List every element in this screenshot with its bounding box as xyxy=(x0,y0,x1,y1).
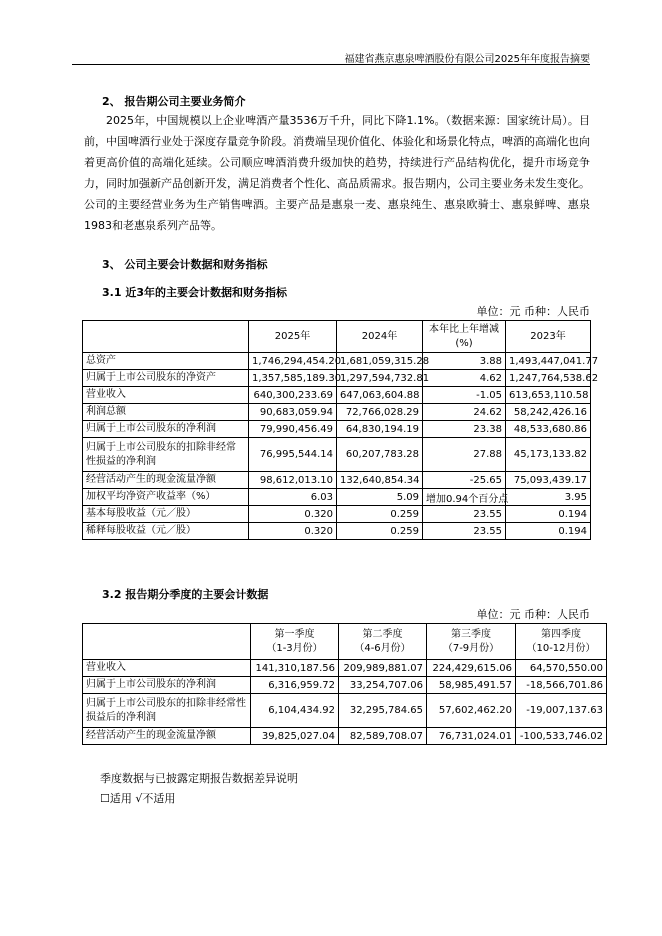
row-label: 经营活动产生的现金流量净额 xyxy=(83,472,249,489)
cell-value: 6,104,434.92 xyxy=(251,694,339,728)
row-label: 归属于上市公司股东的扣除非经常性损益的净利润 xyxy=(83,438,249,472)
cell-value: 0.320 xyxy=(249,506,337,523)
section3-heading: 3、 公司主要会计数据和财务指标 xyxy=(102,258,268,271)
cell-value: 0.320 xyxy=(249,523,337,540)
row-label: 基本每股收益（元／股） xyxy=(83,506,249,523)
cell-value: 1,357,585,189.30 xyxy=(249,370,337,387)
cell-value: 48,533,680.86 xyxy=(506,421,591,438)
cell-value: 79,990,456.49 xyxy=(249,421,337,438)
row-label: 归属于上市公司股东的净利润 xyxy=(83,421,249,438)
cell-value: 57,602,462.20 xyxy=(427,694,516,728)
col-header: 第一季度 （1-3月份） xyxy=(251,624,339,660)
cell-value: 23.55 xyxy=(423,523,506,540)
section2-heading: 2、 报告期公司主要业务简介 xyxy=(102,95,246,108)
table1-unit: 单位：元 币种：人民币 xyxy=(476,305,590,318)
cell-value: 增加0.94个百分点 xyxy=(423,489,506,506)
table-row xyxy=(83,370,591,387)
table-row xyxy=(83,677,607,694)
table-row xyxy=(83,472,591,489)
col-header: 本年比上年增减(%) xyxy=(423,321,506,353)
row-label: 利润总额 xyxy=(83,404,249,421)
table2-unit: 单位：元 币种：人民币 xyxy=(476,608,590,621)
cell-value: 613,653,110.58 xyxy=(506,387,591,404)
cell-value: 6,316,959.72 xyxy=(251,677,339,694)
cell-value: 32,295,784.65 xyxy=(339,694,427,728)
section2-paragraph: 2025年，中国规模以上企业啤酒产量3536万千升，同比下降1.1%。（数据来源：国家统计局）。目前，中国啤酒行业处于深度存量竞争阶段。消费端呈现价值化、体验化和场景化特点，啤酒的高端化也向着更高价值的高端化延续。公司顺应啤酒消费升级加快的趋势，持续进行产品结构优化，提升市场竞争力，同时加强新产品创新开发，满足消费者个性化、高品质需求。报告期内，公司主要业务未发生变化。公司的主要经营业务为生产销售啤酒。主要产品是惠泉一麦、惠泉纯生、惠泉欧骑士、惠泉鲜啤、惠泉1983和老惠泉系列产品等。 xyxy=(84,114,590,232)
cell-value: 1,746,294,454.20 xyxy=(249,353,337,370)
cell-value: 0.194 xyxy=(506,523,591,540)
row-label: 总资产 xyxy=(83,353,249,370)
cell-value: 0.259 xyxy=(337,523,423,540)
table-row xyxy=(83,660,607,677)
cell-value: 0.194 xyxy=(506,506,591,523)
table1-heading: 3.1 近3年的主要会计数据和财务指标 xyxy=(102,286,287,299)
cell-value: 1,493,447,041.77 xyxy=(506,353,591,370)
cell-value: 33,254,707.06 xyxy=(339,677,427,694)
cell-value: 3.88 xyxy=(423,353,506,370)
table-row xyxy=(83,728,607,745)
cell-value: -25.65 xyxy=(423,472,506,489)
row-label: 稀释每股收益（元／股） xyxy=(83,523,249,540)
cell-value: 1,247,764,538.62 xyxy=(506,370,591,387)
table2-heading: 3.2 报告期分季度的主要会计数据 xyxy=(102,588,269,601)
cell-value: 60,207,783.28 xyxy=(337,438,423,472)
row-label: 营业收入 xyxy=(83,660,251,677)
row-label: 归属于上市公司股东的净利润 xyxy=(83,677,251,694)
cell-value: -18,566,701.86 xyxy=(516,677,607,694)
row-label: 归属于上市公司股东的净资产 xyxy=(83,370,249,387)
cell-value: 76,995,544.14 xyxy=(249,438,337,472)
cell-value: 0.259 xyxy=(337,506,423,523)
cell-value: 82,589,708.07 xyxy=(339,728,427,745)
annual-financial-table xyxy=(82,320,599,540)
col-header: 2025年 xyxy=(249,321,337,353)
quarterly-financial-table xyxy=(82,623,607,745)
table-row xyxy=(83,694,607,728)
cell-value: 58,985,491.57 xyxy=(427,677,516,694)
cell-value: 640,300,233.69 xyxy=(249,387,337,404)
table-row xyxy=(83,421,591,438)
table-row xyxy=(83,353,591,370)
cell-value: 72,766,028.29 xyxy=(337,404,423,421)
cell-value: 5.09 xyxy=(337,489,423,506)
cell-value: 27.88 xyxy=(423,438,506,472)
cell-value: -1.05 xyxy=(423,387,506,404)
cell-value: 75,093,439.17 xyxy=(506,472,591,489)
col-header: 第三季度 （7-9月份） xyxy=(427,624,516,660)
row-label: 营业收入 xyxy=(83,387,249,404)
cell-value: 23.55 xyxy=(423,506,506,523)
col-header: 2024年 xyxy=(337,321,423,353)
cell-value: 1,681,059,315.28 xyxy=(337,353,423,370)
cell-value: -19,007,137.63 xyxy=(516,694,607,728)
quarterly-diff-note: 季度数据与已披露定期报告数据差异说明 xyxy=(100,772,298,785)
cell-value: 132,640,854.34 xyxy=(337,472,423,489)
table-row xyxy=(83,438,591,472)
cell-value: 4.62 xyxy=(423,370,506,387)
cell-value: 45,173,133.82 xyxy=(506,438,591,472)
cell-value: 58,242,426.16 xyxy=(506,404,591,421)
col-header: 第四季度 （10-12月份） xyxy=(516,624,607,660)
cell-value: 647,063,604.88 xyxy=(337,387,423,404)
table-row xyxy=(83,387,591,404)
applicability-options: ☐适用 √不适用 xyxy=(100,792,176,805)
col-header: 第二季度 （4-6月份） xyxy=(339,624,427,660)
row-label: 加权平均净资产收益率（%） xyxy=(83,489,249,506)
cell-value: -100,533,746.02 xyxy=(516,728,607,745)
cell-value: 23.38 xyxy=(423,421,506,438)
table-row xyxy=(83,489,591,506)
cell-value: 64,830,194.19 xyxy=(337,421,423,438)
cell-value: 141,310,187.56 xyxy=(251,660,339,677)
cell-value: 6.03 xyxy=(249,489,337,506)
page-header-title: 福建省燕京惠泉啤酒股份有限公司2025年年度报告摘要 xyxy=(344,54,590,65)
col-header xyxy=(83,321,249,353)
cell-value: 1,297,594,732.81 xyxy=(337,370,423,387)
table-row xyxy=(83,506,591,523)
cell-value: 24.62 xyxy=(423,404,506,421)
cell-value: 98,612,013.10 xyxy=(249,472,337,489)
col-header: 2023年 xyxy=(506,321,591,353)
header-divider xyxy=(72,64,590,65)
table-row xyxy=(83,523,591,540)
cell-value: 209,989,881.07 xyxy=(339,660,427,677)
row-label: 归属于上市公司股东的扣除非经常性损益后的净利润 xyxy=(83,694,251,728)
cell-value: 224,429,615.06 xyxy=(427,660,516,677)
cell-value: 76,731,024.01 xyxy=(427,728,516,745)
table-row xyxy=(83,404,591,421)
cell-value: 64,570,550.00 xyxy=(516,660,607,677)
row-label: 经营活动产生的现金流量净额 xyxy=(83,728,251,745)
col-header xyxy=(83,624,251,660)
cell-value: 90,683,059.94 xyxy=(249,404,337,421)
cell-value: 39,825,027.04 xyxy=(251,728,339,745)
cell-value: 3.95 xyxy=(506,489,591,506)
